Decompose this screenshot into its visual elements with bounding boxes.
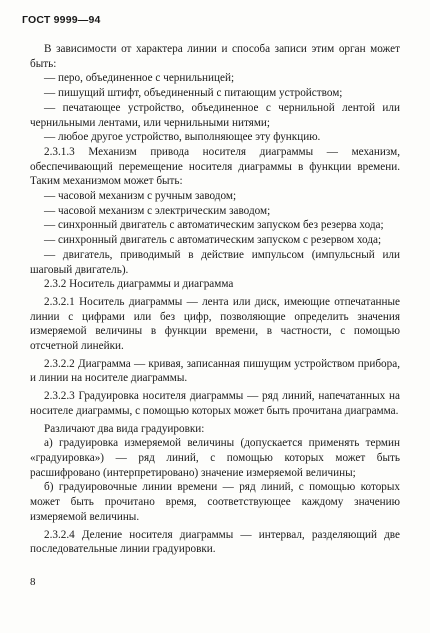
list-item: — перо, объединенное с чернильницей; bbox=[44, 72, 235, 85]
section-heading: 2.3.2 Носитель диаграммы и диаграмма bbox=[44, 278, 234, 291]
paragraph: Различают два вида градуировки: bbox=[44, 422, 205, 435]
document-body bbox=[30, 42, 400, 557]
document-header: ГОСТ 9999—94 bbox=[22, 14, 101, 26]
list-item: б) градуировочные линии времени — ряд линий, с помощью которых может быть прочитано время, соответствующее каждому значению измеряемой величины. bbox=[30, 481, 400, 523]
paragraph: 2.3.2.1 Носитель диаграммы — лента или диск, имеющие отпечатанные линии с цифрами или без цифр, позволяющие определить значения измеряемой величины в функции времени, в частности, с помощью отсчетной линейки. bbox=[30, 295, 400, 353]
paragraph: 2.3.2.4 Деление носителя диаграммы — интервал, разделяющий две последовательные линии градуировки. bbox=[30, 528, 400, 556]
list-item: а) градуировка измеряемой величины (допускается применять термин «градуировка») — ряд линий, с помощью которых может быть расшифровано (интерпретировано) значение измеряемой величины; bbox=[30, 437, 400, 479]
paragraph: 2.3.2.2 Диаграмма — кривая, записанная пишущим устройством прибора, и линии на носителе диаграммы. bbox=[30, 357, 400, 385]
list-item: — печатающее устройство, объединенное с чернильной лентой или чернильными лентами, или чернильными нитями; bbox=[30, 101, 400, 129]
list-item: — пишущий штифт, объединенный с питающим устройством; bbox=[44, 87, 343, 100]
list-item: — часовой механизм с электрическим заводом; bbox=[44, 204, 271, 217]
paragraph: 2.3.2.3 Градуировка носителя диаграммы — ряд линий, напечатанных на носителе диаграммы, с помощью которых может быть прочитана диаграмма. bbox=[30, 390, 400, 417]
list-item: — синхронный двигатель с автоматическим запуском с резервом хода; bbox=[44, 234, 382, 247]
list-item: — любое другое устройство, выполняющее эту функцию. bbox=[44, 131, 321, 144]
page-number: 8 bbox=[30, 576, 36, 588]
list-item: — двигатель, приводимый в действие импульсом (импульсный или шаговый двигатель). bbox=[30, 248, 400, 276]
paragraph: 2.3.1.3 Механизм привода носителя диаграммы — механизм, обеспечивающий перемещение носителя диаграммы в функции времени. Таким механизмом может быть: bbox=[30, 145, 400, 188]
paragraph: В зависимости от характера линии и способа записи этим орган может быть: bbox=[30, 43, 400, 70]
list-item: — синхронный двигатель с автоматическим запуском без резерва хода; bbox=[44, 219, 384, 232]
list-item: — часовой механизм с ручным заводом; bbox=[44, 190, 237, 203]
